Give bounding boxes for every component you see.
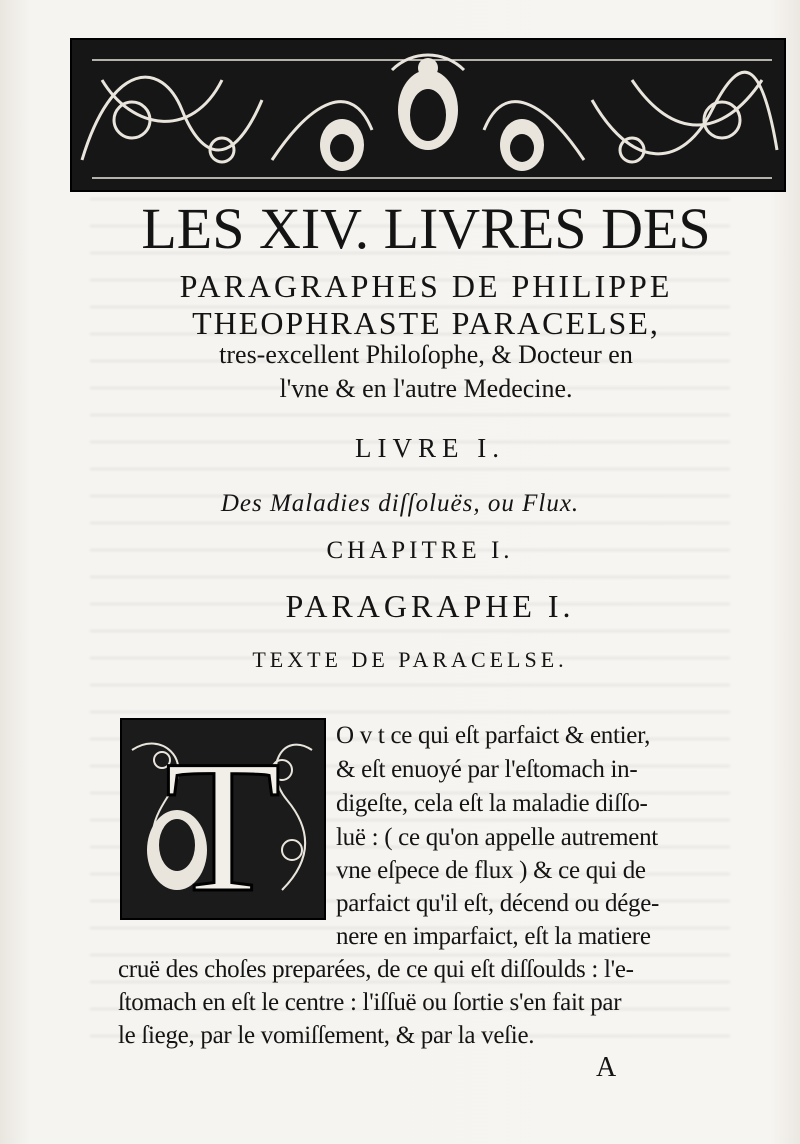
title-line-5: l'vne & en l'autre Medecine. — [279, 374, 573, 403]
body-line-10: le ſiege, par le vomiſſement, & par la veſie. — [118, 1022, 535, 1049]
body-line-6: parfaict qu'il eſt, décend ou dége- — [336, 890, 660, 917]
paragraph-heading: PARAGRAPHE I. — [285, 588, 575, 624]
body-line-9: ſtomach en eſt le centre : l'iſſuë ou ſortie s'en fait par — [118, 989, 622, 1016]
chapter-heading: CHAPITRE I. — [326, 537, 514, 564]
decorated-initial-letter — [120, 718, 326, 920]
ornamental-headpiece — [70, 38, 786, 192]
book-subtitle: Des Maladies diſſoluës, ou Flux. — [220, 490, 580, 517]
body-line-8: cruë des choſes preparées, de ce qui eſt diſſoulds : l'e- — [118, 956, 634, 983]
body-line-4: luë : ( ce qu'on appelle autrement — [336, 824, 658, 851]
title-line-2: PARAGRAPHES DE PHILIPPE — [179, 268, 673, 304]
body-line-7: nere en imparfaict, eſt la matiere — [336, 923, 651, 950]
body-line-5: vne eſpece de flux ) & ce qui de — [336, 857, 646, 884]
dropcap-letter: T — [164, 722, 282, 918]
body-line-3: digeſte, cela eſt la maladie diſſo- — [336, 790, 648, 817]
body-line-2: & eſt enuoyé par l'eſtomach in- — [336, 756, 638, 783]
book-heading: LIVRE I. — [355, 433, 505, 463]
title-line-3: THEOPHRASTE PARACELSE, — [192, 305, 660, 341]
body-line-1: O v t ce qui eſt parfaict & entier, — [336, 722, 651, 749]
title-line-4: tres-excellent Philoſophe, & Docteur en — [219, 340, 633, 369]
title-line-1: LES XIV. LIVRES DES — [141, 196, 711, 261]
signature-mark: A — [596, 1052, 617, 1083]
section-heading: TEXTE DE PARACELSE. — [252, 647, 568, 672]
